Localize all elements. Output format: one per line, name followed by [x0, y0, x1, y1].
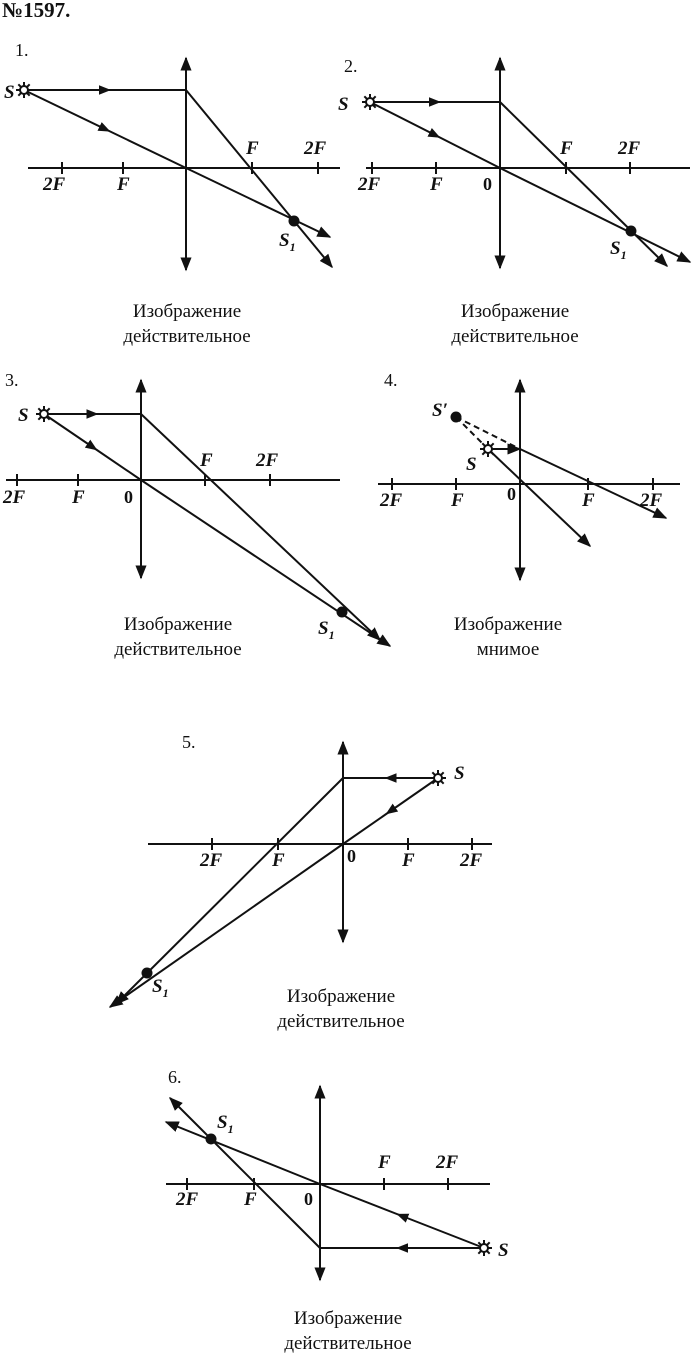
panel-number: 6. [168, 1067, 182, 1087]
label-image: $S_1$ [610, 238, 627, 262]
label-2f: 2F [460, 850, 483, 871]
caption-line-1: Изображение [453, 614, 563, 635]
source-star [476, 1240, 492, 1256]
label-image: $S_1$ [279, 230, 296, 254]
source-star [16, 82, 32, 98]
ray-central-exit [500, 168, 690, 262]
caption-line-1: Изображение [132, 301, 242, 322]
label-image: $S_1$ [152, 976, 169, 1000]
label-virtual-image: S′ [432, 400, 448, 421]
label-2f: 2F [43, 174, 66, 195]
label-source: S [454, 763, 465, 784]
label-2f: 2F [380, 490, 403, 511]
problem-number: №1597. [2, 0, 71, 22]
caption-line-1: Изображение [123, 614, 233, 635]
label-source: S [466, 454, 477, 475]
label-f: F [72, 487, 85, 508]
label-2f: 2F [640, 490, 663, 511]
label-2f: 2F [200, 850, 223, 871]
label-2f: 2F [358, 174, 381, 195]
label-f: F [430, 174, 443, 195]
panel-number: 3. [5, 370, 19, 390]
ray-central-exit [166, 1122, 320, 1184]
caption-line-2: действительное [123, 326, 251, 347]
caption-line-2: действительное [284, 1333, 412, 1354]
panel-number: 5. [182, 732, 196, 752]
label-f: F [378, 1152, 391, 1173]
ray-refracted [500, 102, 667, 266]
label-source: S [4, 82, 15, 103]
ray-refracted [141, 414, 380, 640]
caption-line-2: действительное [277, 1011, 405, 1032]
caption-line-2: действительное [114, 639, 242, 660]
label-f: F [117, 174, 130, 195]
label-f: F [246, 138, 259, 159]
panel-number: 1. [15, 40, 29, 60]
label-f: F [560, 138, 573, 159]
label-source: S [338, 94, 349, 115]
caption-line-1: Изображение [293, 1308, 403, 1329]
label-f: F [272, 850, 285, 871]
label-image: $S_1$ [217, 1112, 234, 1136]
ray-central [343, 778, 438, 844]
label-f: F [402, 850, 415, 871]
label-f: F [451, 490, 464, 511]
caption-line-2: действительное [451, 326, 579, 347]
label-source: S [498, 1240, 509, 1261]
ray-central [370, 102, 500, 168]
source-star [36, 406, 52, 422]
image-point [206, 1134, 217, 1145]
ray-central [24, 90, 186, 168]
caption-line-2: мнимое [476, 639, 540, 660]
image-point [626, 226, 637, 237]
panel-number: 2. [344, 56, 358, 76]
label-2f: 2F [304, 138, 327, 159]
label-origin: 0 [124, 487, 133, 507]
source-star [430, 770, 446, 786]
label-f: F [200, 450, 213, 471]
label-f: F [582, 490, 595, 511]
label-origin: 0 [304, 1189, 313, 1209]
source-star [362, 94, 378, 110]
virtual-image-point [451, 412, 462, 423]
label-2f: 2F [618, 138, 641, 159]
ray-central-exit [110, 844, 343, 1007]
label-origin: 0 [347, 846, 356, 866]
label-2f: 2F [436, 1152, 459, 1173]
label-source: S [18, 405, 29, 426]
ray-refracted [170, 1098, 320, 1248]
ray-central [320, 1184, 484, 1248]
image-point [142, 968, 153, 979]
label-2f: 2F [3, 487, 26, 508]
source-star [480, 441, 496, 457]
panel-number: 4. [384, 370, 398, 390]
label-origin: 0 [483, 174, 492, 194]
label-origin: 0 [507, 484, 516, 504]
label-2f: 2F [176, 1189, 199, 1210]
label-image: $S_1$ [318, 618, 335, 642]
label-f: F [244, 1189, 257, 1210]
caption-line-1: Изображение [286, 986, 396, 1007]
caption-line-1: Изображение [460, 301, 570, 322]
ray-central [44, 414, 141, 480]
ray-central [488, 449, 590, 546]
image-point [337, 607, 348, 618]
image-point [289, 216, 300, 227]
label-2f: 2F [256, 450, 279, 471]
